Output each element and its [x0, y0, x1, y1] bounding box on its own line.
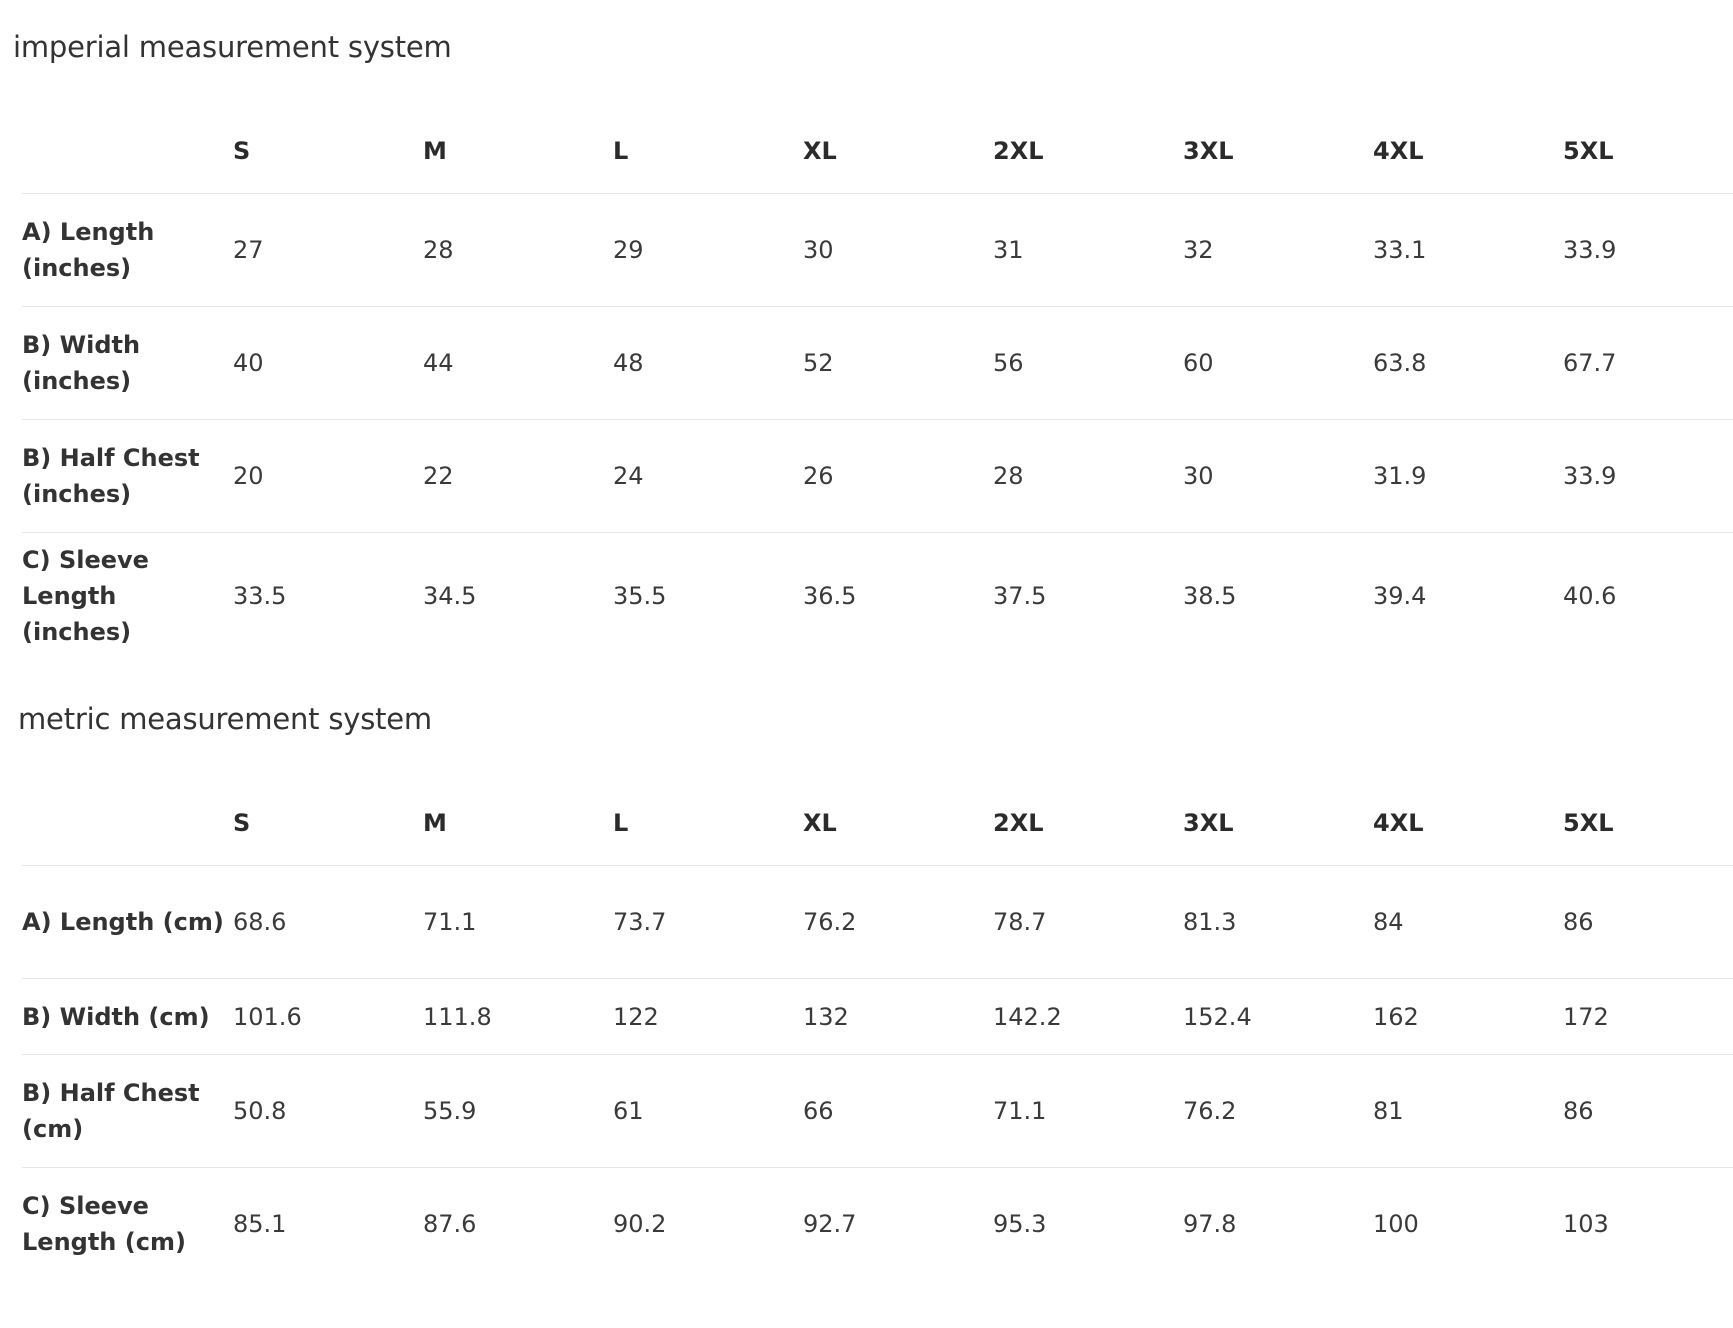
table-row: [22, 194, 1733, 307]
table-cell: 39.4: [1373, 581, 1427, 610]
table-cell: 40: [233, 349, 264, 377]
table-cell: 172: [1563, 1002, 1609, 1031]
table-row: [22, 420, 1733, 533]
table-cell: 86: [1563, 908, 1594, 936]
imperial-section-title: imperial measurement system: [13, 30, 452, 64]
table-cell: 33.1: [1373, 236, 1427, 264]
table-cell: 95.3: [993, 1210, 1047, 1239]
table-cell: 76.2: [803, 908, 857, 936]
table-cell: 142.2: [993, 1002, 1062, 1031]
table-cell: 61: [613, 1097, 644, 1125]
table-cell: 24: [613, 462, 644, 490]
table-cell: 86: [1563, 1097, 1594, 1125]
table-cell: 40.6: [1563, 581, 1617, 610]
table-cell: 87.6: [423, 1210, 477, 1239]
table-cell: 97.8: [1183, 1210, 1237, 1239]
table-cell: 29: [613, 236, 644, 264]
size-header: S: [233, 808, 251, 837]
size-header: 4XL: [1373, 808, 1424, 837]
table-row: [22, 1055, 1733, 1168]
table-header-row: [22, 780, 1733, 866]
table-cell: 30: [803, 236, 834, 264]
table-cell: 78.7: [993, 908, 1047, 936]
table-cell: 30: [1183, 462, 1214, 490]
table-row: [22, 1168, 1733, 1281]
header-empty-cell: [22, 108, 233, 194]
row-label: A) Length (cm): [22, 908, 224, 936]
size-header: 5XL: [1563, 808, 1614, 837]
row-label: A) Length (inches): [22, 218, 155, 282]
table-cell: 34.5: [423, 581, 477, 610]
table-cell: 152.4: [1183, 1002, 1252, 1031]
table-cell: 48: [613, 349, 644, 377]
table-cell: 90.2: [613, 1210, 667, 1239]
table-cell: 38.5: [1183, 581, 1237, 610]
table-cell: 31: [993, 236, 1024, 264]
table-cell: 92.7: [803, 1210, 857, 1239]
metric-section-title: metric measurement system: [18, 702, 432, 736]
size-header: 3XL: [1183, 808, 1234, 837]
table-cell: 63.8: [1373, 349, 1427, 377]
table-cell: 84: [1373, 908, 1404, 936]
size-header: M: [423, 136, 447, 165]
row-label: B) Half Chest (cm): [22, 1079, 200, 1143]
row-label: B) Width (inches): [22, 331, 141, 395]
table-cell: 101.6: [233, 1002, 302, 1031]
size-header: XL: [803, 808, 837, 837]
table-cell: 122: [613, 1002, 659, 1031]
table-cell: 85.1: [233, 1210, 287, 1239]
size-header: 3XL: [1183, 136, 1234, 165]
table-cell: 103: [1563, 1210, 1609, 1239]
table-cell: 20: [233, 462, 264, 490]
table-row: [22, 979, 1733, 1055]
table-cell: 22: [423, 462, 454, 490]
table-cell: 32: [1183, 236, 1214, 264]
table-cell: 66: [803, 1097, 834, 1125]
table-cell: 35.5: [613, 581, 667, 610]
table-cell: 33.5: [233, 581, 287, 610]
metric-size-table: [22, 780, 1733, 1281]
table-cell: 76.2: [1183, 1097, 1237, 1125]
table-cell: 28: [993, 462, 1024, 490]
table-cell: 55.9: [423, 1097, 477, 1125]
table-cell: 111.8: [423, 1002, 492, 1031]
row-label: C) Sleeve Length (inches): [22, 545, 149, 646]
table-cell: 28: [423, 236, 454, 264]
size-header: L: [613, 136, 629, 165]
table-cell: 44: [423, 349, 454, 377]
table-cell: 68.6: [233, 908, 287, 936]
table-cell: 132: [803, 1002, 849, 1031]
table-cell: 50.8: [233, 1097, 287, 1125]
size-header: 2XL: [993, 808, 1044, 837]
table-cell: 37.5: [993, 581, 1047, 610]
size-header: 4XL: [1373, 136, 1424, 165]
table-cell: 27: [233, 236, 264, 264]
size-header: XL: [803, 136, 837, 165]
table-cell: 36.5: [803, 581, 857, 610]
size-header: 5XL: [1563, 136, 1614, 165]
size-header: S: [233, 136, 251, 165]
table-cell: 52: [803, 349, 834, 377]
table-cell: 71.1: [993, 1097, 1047, 1125]
row-label: B) Half Chest (inches): [22, 444, 200, 508]
table-cell: 26: [803, 462, 834, 490]
table-cell: 60: [1183, 349, 1214, 377]
table-cell: 33.9: [1563, 462, 1617, 490]
table-cell: 81.3: [1183, 908, 1237, 936]
table-cell: 67.7: [1563, 349, 1617, 377]
size-header: 2XL: [993, 136, 1044, 165]
table-cell: 100: [1373, 1210, 1419, 1239]
row-label: C) Sleeve Length (cm): [22, 1192, 186, 1257]
imperial-size-table: [22, 108, 1733, 659]
table-cell: 56: [993, 349, 1024, 377]
table-row: [22, 866, 1733, 979]
table-row: [22, 533, 1733, 659]
table-cell: 71.1: [423, 908, 477, 936]
row-label: B) Width (cm): [22, 1002, 210, 1031]
table-cell: 162: [1373, 1002, 1419, 1031]
table-row: [22, 307, 1733, 420]
table-cell: 31.9: [1373, 462, 1427, 490]
size-header: M: [423, 808, 447, 837]
header-empty-cell: [22, 780, 233, 866]
table-cell: 33.9: [1563, 236, 1617, 264]
table-cell: 81: [1373, 1097, 1404, 1125]
table-cell: 73.7: [613, 908, 667, 936]
table-header-row: [22, 108, 1733, 194]
size-header: L: [613, 808, 629, 837]
